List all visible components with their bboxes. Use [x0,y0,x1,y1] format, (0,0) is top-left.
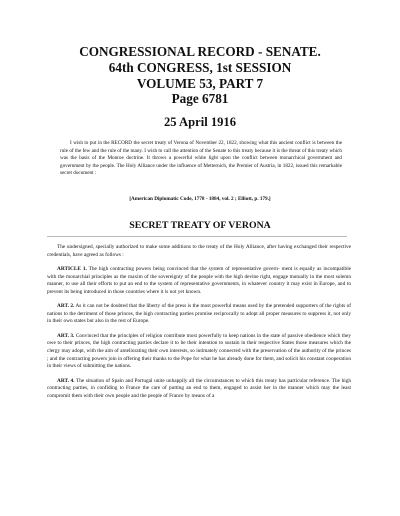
intro-text: I wish to put in the RECORD the secret treaty of Verona of November 22, 1822, showing what this ancient conflict is between the rule of the few and the rule of the many. I wish to call the attention of the Senate to this treaty because it is the threat of this treaty which was the basis of the Monroe doctrine. It throws a powerful white light upon the conflict between monarchical government and government by the people. The Holy Alliance under the influence of Metternich, the Premier of Austria, in 1822, issued this remarkable secret document : [60,140,342,177]
article-text: The situation of Spain and Portugal unite unhappily all the circumstances to which this treaty has particular reference. The high contracting parties, in confiding to France the care of putting an end to them, engaged to assist her in the manner which may the least compromit them with their own people and the people of France by means of a [47,377,351,399]
article-label: ARTICLE 1. [57,265,87,272]
article-text: As it can not be doubted that the liberty of the press is the most powerful means used by the pretended supporters of the rights of nations to the detriment of those princes, the high contracting parties promise reciprocally to adopt all proper measures to suppress it, not only in their own states but also in the rest of Europe. [47,303,351,325]
title-divider [47,236,347,237]
treaty-body [47,244,351,407]
header-line-3: VOLUME 53, PART 7 [136,75,264,91]
intro-paragraph [60,140,342,178]
header-line-4: Page 6781 [171,91,229,107]
article-paragraph [47,266,351,297]
article-label: ART. 2. [57,303,75,310]
article-paragraph [47,303,351,326]
record-date: 25 April 1916 [163,115,237,129]
article-label: ART. 4. [57,377,75,384]
article-paragraph [47,378,351,401]
source-citation: [American Diplomatic Code, 1778 - 1884, vol. 2 ; Elliott, p. 179.] [129,196,271,202]
article-label: ART. 3. [57,332,75,339]
treaty-title: SECRET TREATY OF VERONA [129,220,271,231]
article-text: The high contracting powers being convinced that the system of representative govern- ment is equally as incompatible with the monarchial principles as the maxim of the sovereignty of the people with the high devine right, engage mutually in the most solemn manner, to use all their efforts to put an end to the system of representative governments, in whatever country it may exist in Europe, and to prevent its being introduced in those countries where it is not yet known. [47,265,352,295]
header-line-2: 64th CONGRESS, 1st SESSION [108,59,292,75]
article-paragraph [47,333,351,371]
preamble-paragraph: The undersigned, specially authorized to make some additions to the treaty of the Holy Alliance, after having exchanged their respective credentials, have agreed as follows : [47,244,351,258]
record-header [0,44,400,107]
article-text: Convinced that the principles of religion contribute most powerfully to keep nations in the state of passive obedience which they owe to their princes, the high contracting parties declare it to be their intention to sustain in their respective States those measures which the clergy may adopt, with the aim of ameliorating their own interests, so intimately connected with the preservation of the authority of the princes ; and the contracting powers join in offering their thanks to the Pope for what he has already done for them, and solicit his constant cooperation in their views of submitting the nations. [47,332,352,370]
header-line-1: CONGRESSIONAL RECORD - SENATE. [79,44,321,59]
